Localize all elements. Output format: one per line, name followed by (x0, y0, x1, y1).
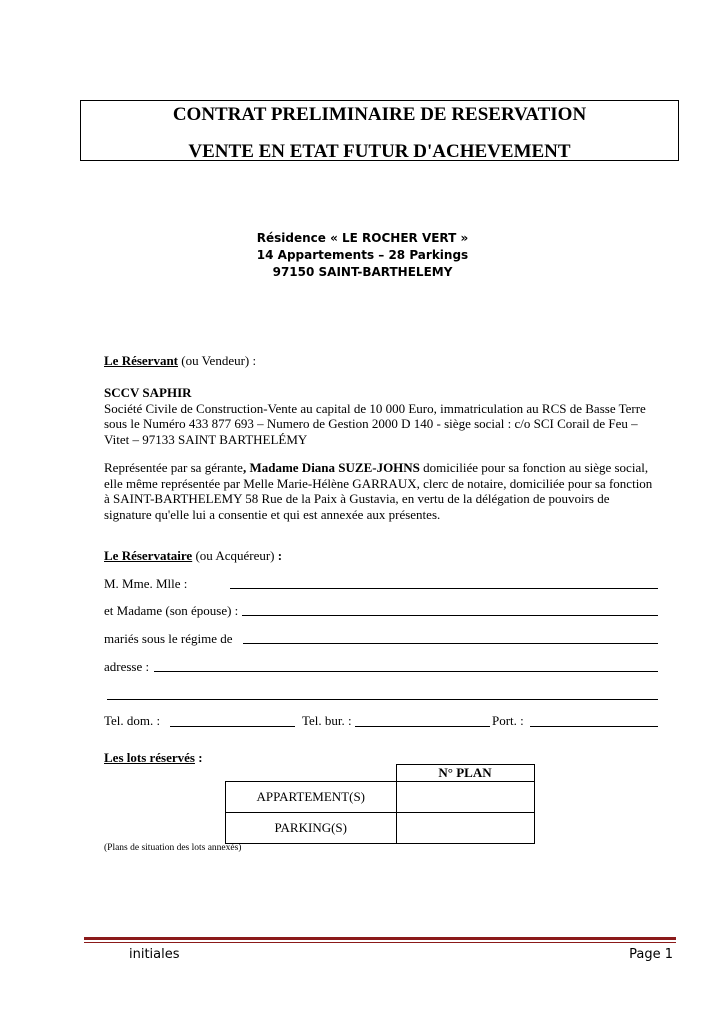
parkings-plan-cell[interactable] (396, 813, 534, 844)
contract-subtitle: VENTE EN ETAT FUTUR D'ACHEVEMENT (188, 141, 571, 162)
table-row (226, 782, 535, 813)
lots-heading-suffix: : (194, 750, 203, 765)
page-number: Page 1 (629, 947, 673, 962)
tel-bur-label: Tel. bur. : (302, 713, 352, 728)
address-label: adresse : (104, 659, 150, 674)
representation-l4: signature qu'elle lui a consentie et qui est annexée aux présentes. (104, 506, 441, 522)
reservataire-heading-suffix: (ou Acquéreur) (192, 548, 278, 563)
lots-heading: Les lots réservés (104, 750, 195, 765)
spouse-field-line[interactable] (242, 615, 658, 616)
plans-note: (Plans de situation des lots annexés) (104, 843, 242, 853)
spouse-label: et Madame (son épouse) : (104, 603, 239, 618)
rep-name: , Madame Diana SUZE-JOHNS (242, 460, 420, 475)
port-field-line[interactable] (530, 726, 658, 727)
name-label: M. Mme. Mlle : (104, 576, 188, 591)
title-box (80, 100, 679, 161)
tel-dom-field-line[interactable] (170, 726, 295, 727)
plan-column-header: N° PLAN (396, 765, 534, 782)
table-row (226, 765, 535, 782)
reservant-heading-suffix: (ou Vendeur) : (178, 353, 257, 368)
port-label: Port. : (492, 713, 524, 728)
table-corner-cell (226, 765, 397, 782)
contract-title: CONTRAT PRELIMINAIRE DE RESERVATION (172, 104, 587, 125)
name-field-line[interactable] (230, 588, 658, 589)
lots-table (225, 764, 535, 844)
address-field-line[interactable] (154, 671, 658, 672)
residence-units: 14 Appartements – 28 Parkings (256, 248, 469, 262)
parkings-label: PARKING(S) (226, 813, 397, 844)
regime-label: mariés sous le régime de (104, 631, 233, 646)
appartements-label: APPARTEMENT(S) (226, 782, 397, 813)
reservataire-heading-line (104, 548, 684, 564)
reservataire-heading: Le Réservataire (104, 548, 193, 563)
reservant-block (104, 385, 684, 447)
residence-location: 97150 SAINT-BARTHELEMY (272, 265, 453, 279)
rep-suffix: domiciliée pour sa fonction au siège social, (419, 460, 649, 475)
footer-rule-thin (84, 942, 676, 943)
address-field-line-2[interactable] (107, 699, 658, 700)
footer-initials: initiales (129, 947, 180, 962)
representation-block (104, 460, 684, 522)
representation-l2: elle même représentée par Melle Marie-Hélène GARRAUX, clerc de notaire, domiciliée pour sa fonction (104, 475, 653, 491)
appartements-plan-cell[interactable] (396, 782, 534, 813)
company-description-l2: sous le Numéro 433 877 693 – Numero de Gestion 2000 D 140 - siège social : c/o SCI Corail de Feu – (104, 416, 638, 431)
tel-dom-label: Tel. dom. : (104, 713, 161, 728)
company-description-l1: Société Civile de Construction-Vente au capital de 10 000 Euro, immatriculation au RCS de Basse Terre (104, 400, 646, 416)
regime-field-line[interactable] (243, 643, 658, 644)
rep-prefix: Représentée par sa gérante (104, 460, 243, 475)
residence-name: Résidence « LE ROCHER VERT » (256, 231, 469, 245)
company-name: SCCV SAPHIR (104, 385, 192, 400)
representation-l1 (104, 460, 684, 476)
company-description-l3: Vitet – 97133 SAINT BARTHELÉMY (104, 431, 308, 447)
reservataire-heading-colon: : (277, 548, 283, 563)
table-row (226, 813, 535, 844)
representation-l3: à SAINT-BARTHELEMY 58 Rue de la Paix à Gustavia, en vertu de la délégation de pouvoirs de (104, 491, 610, 506)
tel-bur-field-line[interactable] (355, 726, 490, 727)
footer-rule-thick (84, 937, 676, 940)
reservant-heading: Le Réservant (104, 353, 179, 368)
reservant-heading-line (104, 353, 684, 369)
